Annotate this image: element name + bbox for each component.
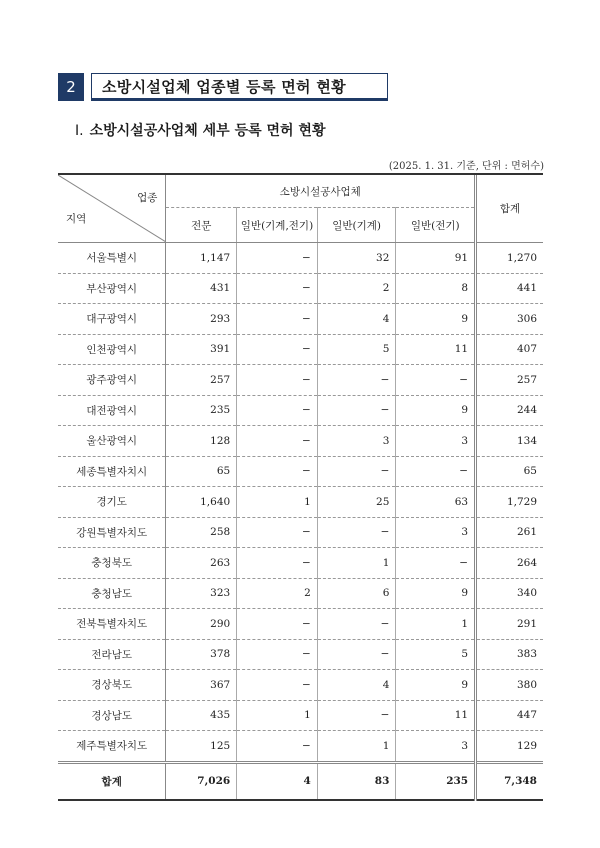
value-cell: 235 (166, 395, 237, 426)
value-cell: 2 (237, 578, 318, 609)
value-cell: 32 (317, 243, 396, 274)
value-cell: 4 (317, 670, 396, 701)
region-cell: 제주특별자치도 (58, 731, 166, 763)
table-row (58, 548, 543, 579)
col-header: 전문 (166, 208, 237, 243)
value-cell: 3 (396, 426, 476, 457)
value-cell: 1,147 (166, 243, 237, 274)
value-cell: 435 (166, 700, 237, 731)
table-row (58, 578, 543, 609)
value-cell: 7,026 (166, 762, 237, 800)
total-cell: 1,729 (476, 487, 543, 518)
total-cell: 7,348 (476, 762, 543, 800)
total-cell: 407 (476, 334, 543, 365)
subsection-numeral: Ⅰ. (75, 123, 84, 139)
region-cell: 전라남도 (58, 639, 166, 670)
value-cell: 8 (396, 273, 476, 304)
value-cell: 11 (396, 700, 476, 731)
value-cell: 6 (317, 578, 396, 609)
subsection-heading (75, 120, 325, 140)
value-cell: − (237, 334, 318, 365)
total-header: 합계 (476, 175, 543, 243)
total-cell: 306 (476, 304, 543, 335)
region-cell: 충청남도 (58, 578, 166, 609)
value-cell: − (317, 456, 396, 487)
subsection-title: 소방시설공사업체 세부 등록 면허 현황 (89, 123, 326, 139)
total-cell: 134 (476, 426, 543, 457)
value-cell: 391 (166, 334, 237, 365)
region-cell: 경상남도 (58, 700, 166, 731)
value-cell: 290 (166, 609, 237, 640)
value-cell: − (237, 517, 318, 548)
corner-bottom-label: 지역 (66, 213, 87, 225)
value-cell: − (237, 395, 318, 426)
corner-top-label: 업종 (137, 192, 158, 204)
table-row (58, 395, 543, 426)
value-cell: − (237, 639, 318, 670)
total-cell: 264 (476, 548, 543, 579)
value-cell: − (237, 426, 318, 457)
region-cell: 인천광역시 (58, 334, 166, 365)
region-cell: 경상북도 (58, 670, 166, 701)
value-cell: 1 (237, 700, 318, 731)
value-cell: − (396, 456, 476, 487)
col-header: 일반(기계,전기) (237, 208, 318, 243)
value-cell: 323 (166, 578, 237, 609)
table-row (58, 426, 543, 457)
total-cell: 447 (476, 700, 543, 731)
col-header: 일반(전기) (396, 208, 476, 243)
region-cell: 대전광역시 (58, 395, 166, 426)
value-cell: 263 (166, 548, 237, 579)
value-cell: − (237, 273, 318, 304)
value-cell: 25 (317, 487, 396, 518)
corner-header (58, 175, 166, 243)
value-cell: − (317, 700, 396, 731)
table-body (58, 243, 543, 800)
value-cell: 83 (317, 762, 396, 800)
value-cell: 65 (166, 456, 237, 487)
section-title: 소방시설업체 업종별 등록 면허 현황 (91, 73, 388, 101)
license-table (58, 175, 543, 801)
table-row (58, 731, 543, 763)
value-cell: 293 (166, 304, 237, 335)
value-cell: 235 (396, 762, 476, 800)
diagonal-line (58, 175, 166, 242)
value-cell: 3 (396, 517, 476, 548)
total-cell: 261 (476, 517, 543, 548)
value-cell: − (237, 304, 318, 335)
value-cell: 5 (317, 334, 396, 365)
value-cell: 11 (396, 334, 476, 365)
value-cell: − (317, 517, 396, 548)
region-cell: 충청북도 (58, 548, 166, 579)
value-cell: 9 (396, 670, 476, 701)
value-cell: − (237, 609, 318, 640)
value-cell: 378 (166, 639, 237, 670)
value-cell: 2 (317, 273, 396, 304)
value-cell: 9 (396, 304, 476, 335)
region-cell: 서울특별시 (58, 243, 166, 274)
table-row (58, 700, 543, 731)
value-cell: − (237, 243, 318, 274)
total-cell: 244 (476, 395, 543, 426)
value-cell: − (237, 670, 318, 701)
value-cell: 3 (396, 731, 476, 763)
table-row (58, 670, 543, 701)
value-cell: − (396, 548, 476, 579)
total-cell: 380 (476, 670, 543, 701)
value-cell: 9 (396, 395, 476, 426)
value-cell: − (237, 731, 318, 763)
value-cell: 1,640 (166, 487, 237, 518)
region-cell: 울산광역시 (58, 426, 166, 457)
value-cell: 9 (396, 578, 476, 609)
value-cell: − (237, 456, 318, 487)
value-cell: − (317, 609, 396, 640)
value-cell: − (237, 365, 318, 396)
total-cell: 340 (476, 578, 543, 609)
value-cell: − (396, 365, 476, 396)
total-cell: 129 (476, 731, 543, 763)
sum-row (58, 762, 543, 800)
value-cell: 125 (166, 731, 237, 763)
table-row (58, 609, 543, 640)
region-cell: 부산광역시 (58, 273, 166, 304)
table-row (58, 456, 543, 487)
section-number: 2 (58, 73, 84, 101)
value-cell: − (317, 395, 396, 426)
value-cell: 1 (317, 731, 396, 763)
table-row (58, 334, 543, 365)
value-cell: 1 (396, 609, 476, 640)
table-row (58, 365, 543, 396)
total-cell: 257 (476, 365, 543, 396)
value-cell: 4 (237, 762, 318, 800)
table-row (58, 517, 543, 548)
value-cell: 431 (166, 273, 237, 304)
value-cell: 3 (317, 426, 396, 457)
value-cell: 258 (166, 517, 237, 548)
value-cell: 257 (166, 365, 237, 396)
region-cell: 경기도 (58, 487, 166, 518)
value-cell: 5 (396, 639, 476, 670)
region-cell: 세종특별자치시 (58, 456, 166, 487)
value-cell: 91 (396, 243, 476, 274)
table-note: (2025. 1. 31. 기준, 단위 : 면허수) (388, 161, 544, 172)
value-cell: − (237, 548, 318, 579)
region-cell: 전북특별자치도 (58, 609, 166, 640)
total-cell: 291 (476, 609, 543, 640)
table-row (58, 639, 543, 670)
region-cell: 합계 (58, 762, 166, 800)
value-cell: 1 (237, 487, 318, 518)
value-cell: 1 (317, 548, 396, 579)
value-cell: − (317, 639, 396, 670)
col-header: 일반(기계) (317, 208, 396, 243)
value-cell: 128 (166, 426, 237, 457)
value-cell: − (317, 365, 396, 396)
table-row (58, 487, 543, 518)
region-cell: 광주광역시 (58, 365, 166, 396)
total-cell: 65 (476, 456, 543, 487)
table-row (58, 304, 543, 335)
region-cell: 강원특별자치도 (58, 517, 166, 548)
total-cell: 441 (476, 273, 543, 304)
table-row (58, 243, 543, 274)
group-header: 소방시설공사업체 (166, 175, 476, 208)
total-cell: 1,270 (476, 243, 543, 274)
total-cell: 383 (476, 639, 543, 670)
region-cell: 대구광역시 (58, 304, 166, 335)
value-cell: 367 (166, 670, 237, 701)
table-row (58, 273, 543, 304)
section-header (58, 73, 388, 101)
value-cell: 4 (317, 304, 396, 335)
value-cell: 63 (396, 487, 476, 518)
